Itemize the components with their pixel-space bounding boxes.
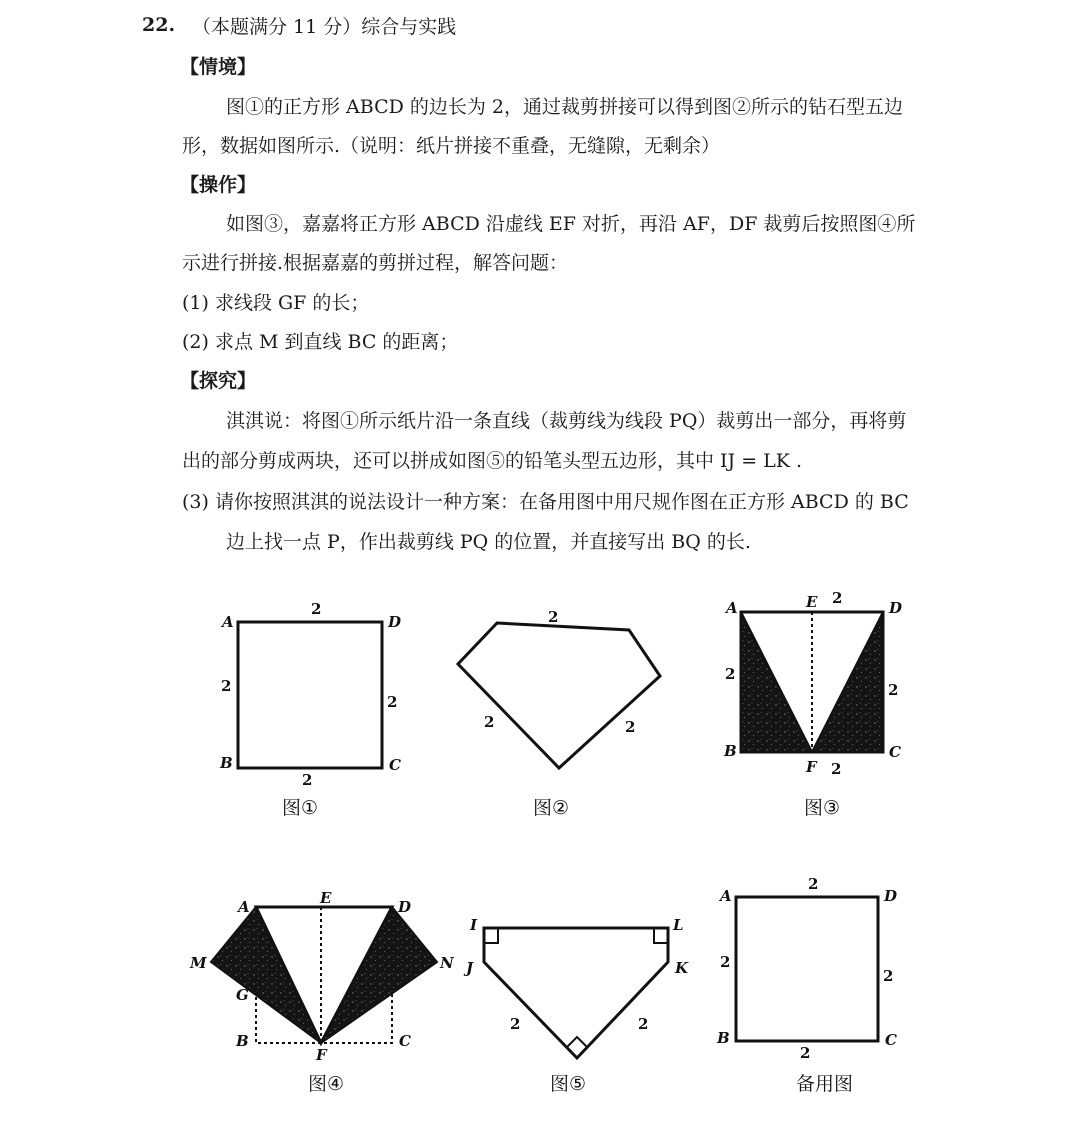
fig3-label-a: A: [726, 599, 738, 617]
fig4-label-g: G: [236, 986, 249, 1004]
fig3-side-bottom: 2: [831, 760, 842, 778]
fig2-side-top: 2: [548, 608, 559, 626]
spare-caption: 备用图: [796, 1073, 854, 1095]
spare-label-c: C: [885, 1031, 897, 1049]
fig5-label-i: I: [470, 916, 478, 934]
section-operation: 【操作】: [180, 174, 257, 196]
spare-label-d: D: [884, 887, 898, 905]
fig3-side-top: 2: [832, 589, 843, 607]
explore-line-2: 出的部分剪成两块，还可以拼成如图⑤的铅笔头型五边形，其中 IJ = LK .: [182, 450, 803, 472]
fig4-label-e: E: [320, 889, 332, 907]
question-header: （本题满分 11 分）综合与实践: [192, 16, 457, 38]
fig1-side-bottom: 2: [302, 771, 313, 789]
fig4-label-f: F: [316, 1046, 327, 1064]
section-situation: 【情境】: [180, 56, 257, 78]
fig5-side-right: 2: [638, 1015, 649, 1033]
spare-label-a: A: [720, 887, 732, 905]
fig4-label-c: C: [399, 1032, 411, 1050]
explore-line-1: 淇淇说：将图①所示纸片沿一条直线（裁剪线为线段 PQ）裁剪出一部分，再将剪: [226, 410, 907, 432]
question-2: (2) 求点 M 到直线 BC 的距离；: [182, 331, 459, 353]
spare-side-right: 2: [883, 967, 894, 985]
fig4-label-b: B: [236, 1032, 249, 1050]
figure-2: [458, 608, 660, 819]
figure-1: [219, 600, 401, 819]
figure-spare: [716, 875, 897, 1095]
fig1-label-a: A: [222, 613, 234, 631]
fig1-label-b: B: [220, 754, 233, 772]
fig2-side-right: 2: [625, 718, 636, 736]
fig3-label-c: C: [889, 743, 901, 761]
situation-line-2: 形，数据如图所示.（说明：纸片拼接不重叠，无缝隙，无剩余）: [182, 135, 721, 157]
fig5-label-k: K: [675, 959, 689, 977]
question-3-line-1: (3) 请你按照淇淇的说法设计一种方案：在备用图中用尺规作图在正方形 ABCD 的 BC: [182, 491, 909, 513]
figure-5: [463, 916, 689, 1095]
fig4-label-n: N: [440, 954, 454, 972]
spare-side-top: 2: [808, 875, 819, 893]
fig3-caption: 图③: [804, 797, 841, 819]
fig1-side-right: 2: [387, 693, 398, 711]
operation-line-2: 示进行拼接.根据嘉嘉的剪拼过程，解答问题：: [182, 252, 569, 274]
fig5-side-left: 2: [510, 1015, 521, 1033]
fig1-side-top: 2: [311, 600, 322, 618]
section-explore: 【探究】: [180, 370, 257, 392]
fig4-label-d: D: [398, 898, 412, 916]
operation-line-1: 如图③，嘉嘉将正方形 ABCD 沿虚线 EF 对折，再沿 AF，DF 裁剪后按照图④所: [226, 213, 916, 235]
fig5-label-j: J: [466, 959, 474, 977]
fig1-label-c: C: [389, 756, 401, 774]
fig3-label-d: D: [889, 599, 903, 617]
fig1-caption: 图①: [282, 797, 319, 819]
spare-side-bottom: 2: [800, 1044, 811, 1062]
fig2-side-left: 2: [484, 713, 495, 731]
figure-3: [723, 589, 902, 819]
question-1: (1) 求线段 GF 的长；: [182, 292, 370, 314]
question-number: 22.: [142, 14, 176, 36]
spare-side-left: 2: [720, 953, 731, 971]
fig4-label-m: M: [190, 954, 207, 972]
fig4-shaded-right: [321, 907, 437, 1043]
fig1-label-d: D: [388, 613, 402, 631]
fig3-label-b: B: [724, 742, 737, 760]
fig4-label-a: A: [238, 898, 250, 916]
fig3-label-f: F: [806, 758, 817, 776]
fig3-side-right: 2: [888, 681, 899, 699]
fig5-label-l: L: [673, 916, 684, 934]
fig1-side-left: 2: [221, 677, 232, 695]
fig4-caption: 图④: [308, 1073, 345, 1095]
fig3-label-e: E: [806, 593, 818, 611]
fig3-side-left: 2: [725, 665, 736, 683]
question-3-line-2: 边上找一点 P，作出裁剪线 PQ 的位置，并直接写出 BQ 的长.: [226, 531, 751, 553]
fig5-caption: 图⑤: [550, 1073, 587, 1095]
spare-label-b: B: [717, 1029, 730, 1047]
figure-4: [189, 889, 455, 1095]
fig2-caption: 图②: [533, 797, 570, 819]
situation-line-1: 图①的正方形 ABCD 的边长为 2，通过裁剪拼接可以得到图②所示的钻石型五边: [226, 96, 904, 118]
